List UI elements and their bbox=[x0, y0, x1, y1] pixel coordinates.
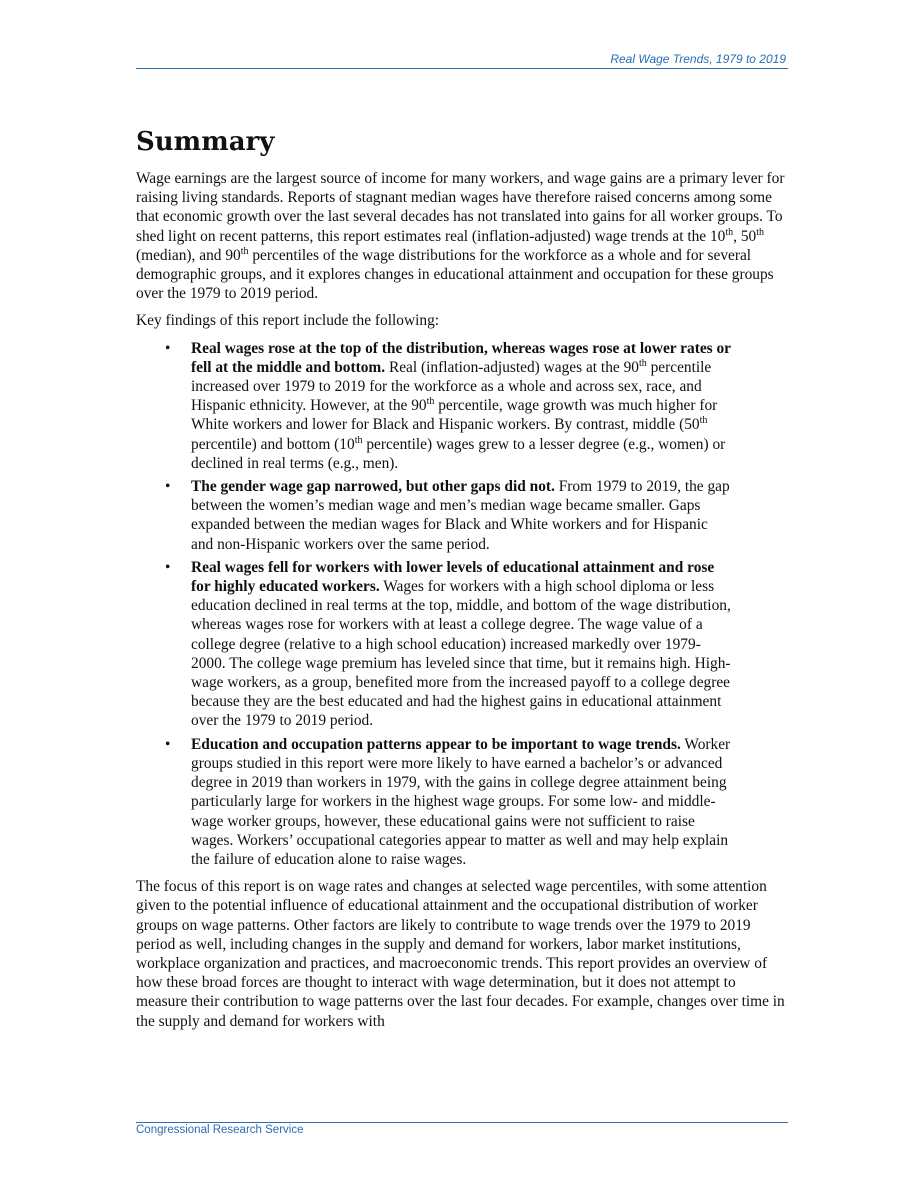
intro-text-2: , 50 bbox=[733, 227, 757, 245]
closing-paragraph: The focus of this report is on wage rates and changes at selected wage percentiles, with some attention given to the potential influence of educational attainment and the occupational distribution of worker groups on wage patterns. Other factors are likely to contribute to wage trends over the 1979 to 2019 period as well, including changes in the supply and demand for workers, labor market institutions, workplace organization and practices, and macroeconomic trends. This report provides an overview of how these broad forces are thought to interact with wage determination, but it does not attempt to measure their contribution to wage patterns over the last four decades. For example, changes over time in the supply and demand for workers with bbox=[136, 878, 785, 1030]
superscript-th: th bbox=[240, 245, 249, 257]
key-findings-lead: Key findings of this report include the following: bbox=[136, 312, 440, 330]
finding-text: From 1979 to 2019, the gap between the women’s median wage and men’s median wage became smaller. Gaps expanded between the median wages for Black and White workers and for Hispanic and non-Hispanic workers over the same period. bbox=[191, 478, 730, 553]
superscript-th: th bbox=[699, 415, 708, 427]
finding-title: Education and occupation patterns appear to be important to wage trends. bbox=[191, 735, 681, 753]
footer-publisher: Congressional Research Service bbox=[136, 1124, 304, 1136]
finding-text: Real (inflation-adjusted) wages at the 90 bbox=[385, 358, 639, 376]
finding-title: The gender wage gap narrowed, but other gaps did not. bbox=[191, 478, 555, 496]
finding-title: Real wages rose at the top of the distribution, whereas wages rose at lower rates or fell at the middle and bottom. bbox=[191, 339, 731, 376]
intro-text-3: (median), and 90 bbox=[136, 246, 241, 264]
finding-title: Real wages fell for workers with lower levels of educational attainment and rose for highly educated workers. bbox=[191, 558, 715, 596]
intro-text-1: Wage earnings are the largest source of income for many workers, and wage gains are a primary lever for raising living standards. Reports of stagnant median wages have therefore raised concerns among some that economic growth over the last several decades has not translated into gains for all worker groups. To shed light on recent patterns, this report estimates real (inflation-adjusted) wage trends at the 10 bbox=[136, 170, 785, 245]
intro-paragraph bbox=[136, 169, 788, 303]
finding-text: Wages for workers with a high school diploma or less education declined in real terms at the top, middle, and bottom of the wage distribution, whereas wages rose for workers with at least a college degree. The wage value of a college degree (relative to a high school education) increased markedly over 1979-2000. The college wage premium has leveled since that time, but it remains high. High-wage workers, as a group, benefited more from the increased payoff to a college degree because they are the best educated and had the highest gains in educational attainment over the 1979 to 2019 period. bbox=[191, 578, 731, 730]
superscript-th: th bbox=[725, 226, 734, 238]
key-findings-list bbox=[136, 339, 731, 869]
superscript-th: th bbox=[354, 434, 363, 446]
finding-item bbox=[191, 735, 731, 869]
footer-divider bbox=[136, 1122, 788, 1123]
superscript-th: th bbox=[756, 226, 765, 238]
finding-text: percentile, wage growth was much higher for White workers and lower for Black and Hispanic workers. By contrast, middle (50 bbox=[191, 397, 718, 434]
finding-item bbox=[191, 339, 731, 473]
finding-text: Worker groups studied in this report were more likely to have earned a bachelor’s or advanced degree in 2019 than workers in 1979, with the gains in college degree attainment being particularly large for workers in the highest wage groups. For some low- and middle-wage worker groups, however, these educational gains were not sufficient to raise wages. Workers’ occupational categories appear to matter as well and may help explain the failure of education alone to raise wages. bbox=[191, 735, 731, 868]
finding-text: percentile) and bottom (10 bbox=[191, 435, 355, 453]
summary-section bbox=[136, 125, 788, 1039]
section-heading: Summary bbox=[136, 127, 275, 157]
superscript-th: th bbox=[426, 396, 435, 408]
intro-text-4: percentiles of the wage distributions for the workforce as a whole and for several demographic groups, and it explores changes in educational attainment and occupation for these groups over the 1979 to 2019 period. bbox=[136, 246, 774, 303]
finding-text: percentile) wages grew to a lesser degree (e.g., women) or declined in real terms (e.g., men). bbox=[191, 435, 726, 472]
header-divider bbox=[136, 68, 788, 69]
finding-item bbox=[191, 477, 731, 554]
finding-item bbox=[191, 558, 731, 731]
running-header-title: Real Wage Trends, 1979 to 2019 bbox=[610, 52, 786, 66]
finding-text: percentile increased over 1979 to 2019 for the workforce as a whole and across sex, race, and Hispanic ethnicity. However, at the 90 bbox=[191, 358, 712, 415]
superscript-th: th bbox=[638, 357, 647, 369]
